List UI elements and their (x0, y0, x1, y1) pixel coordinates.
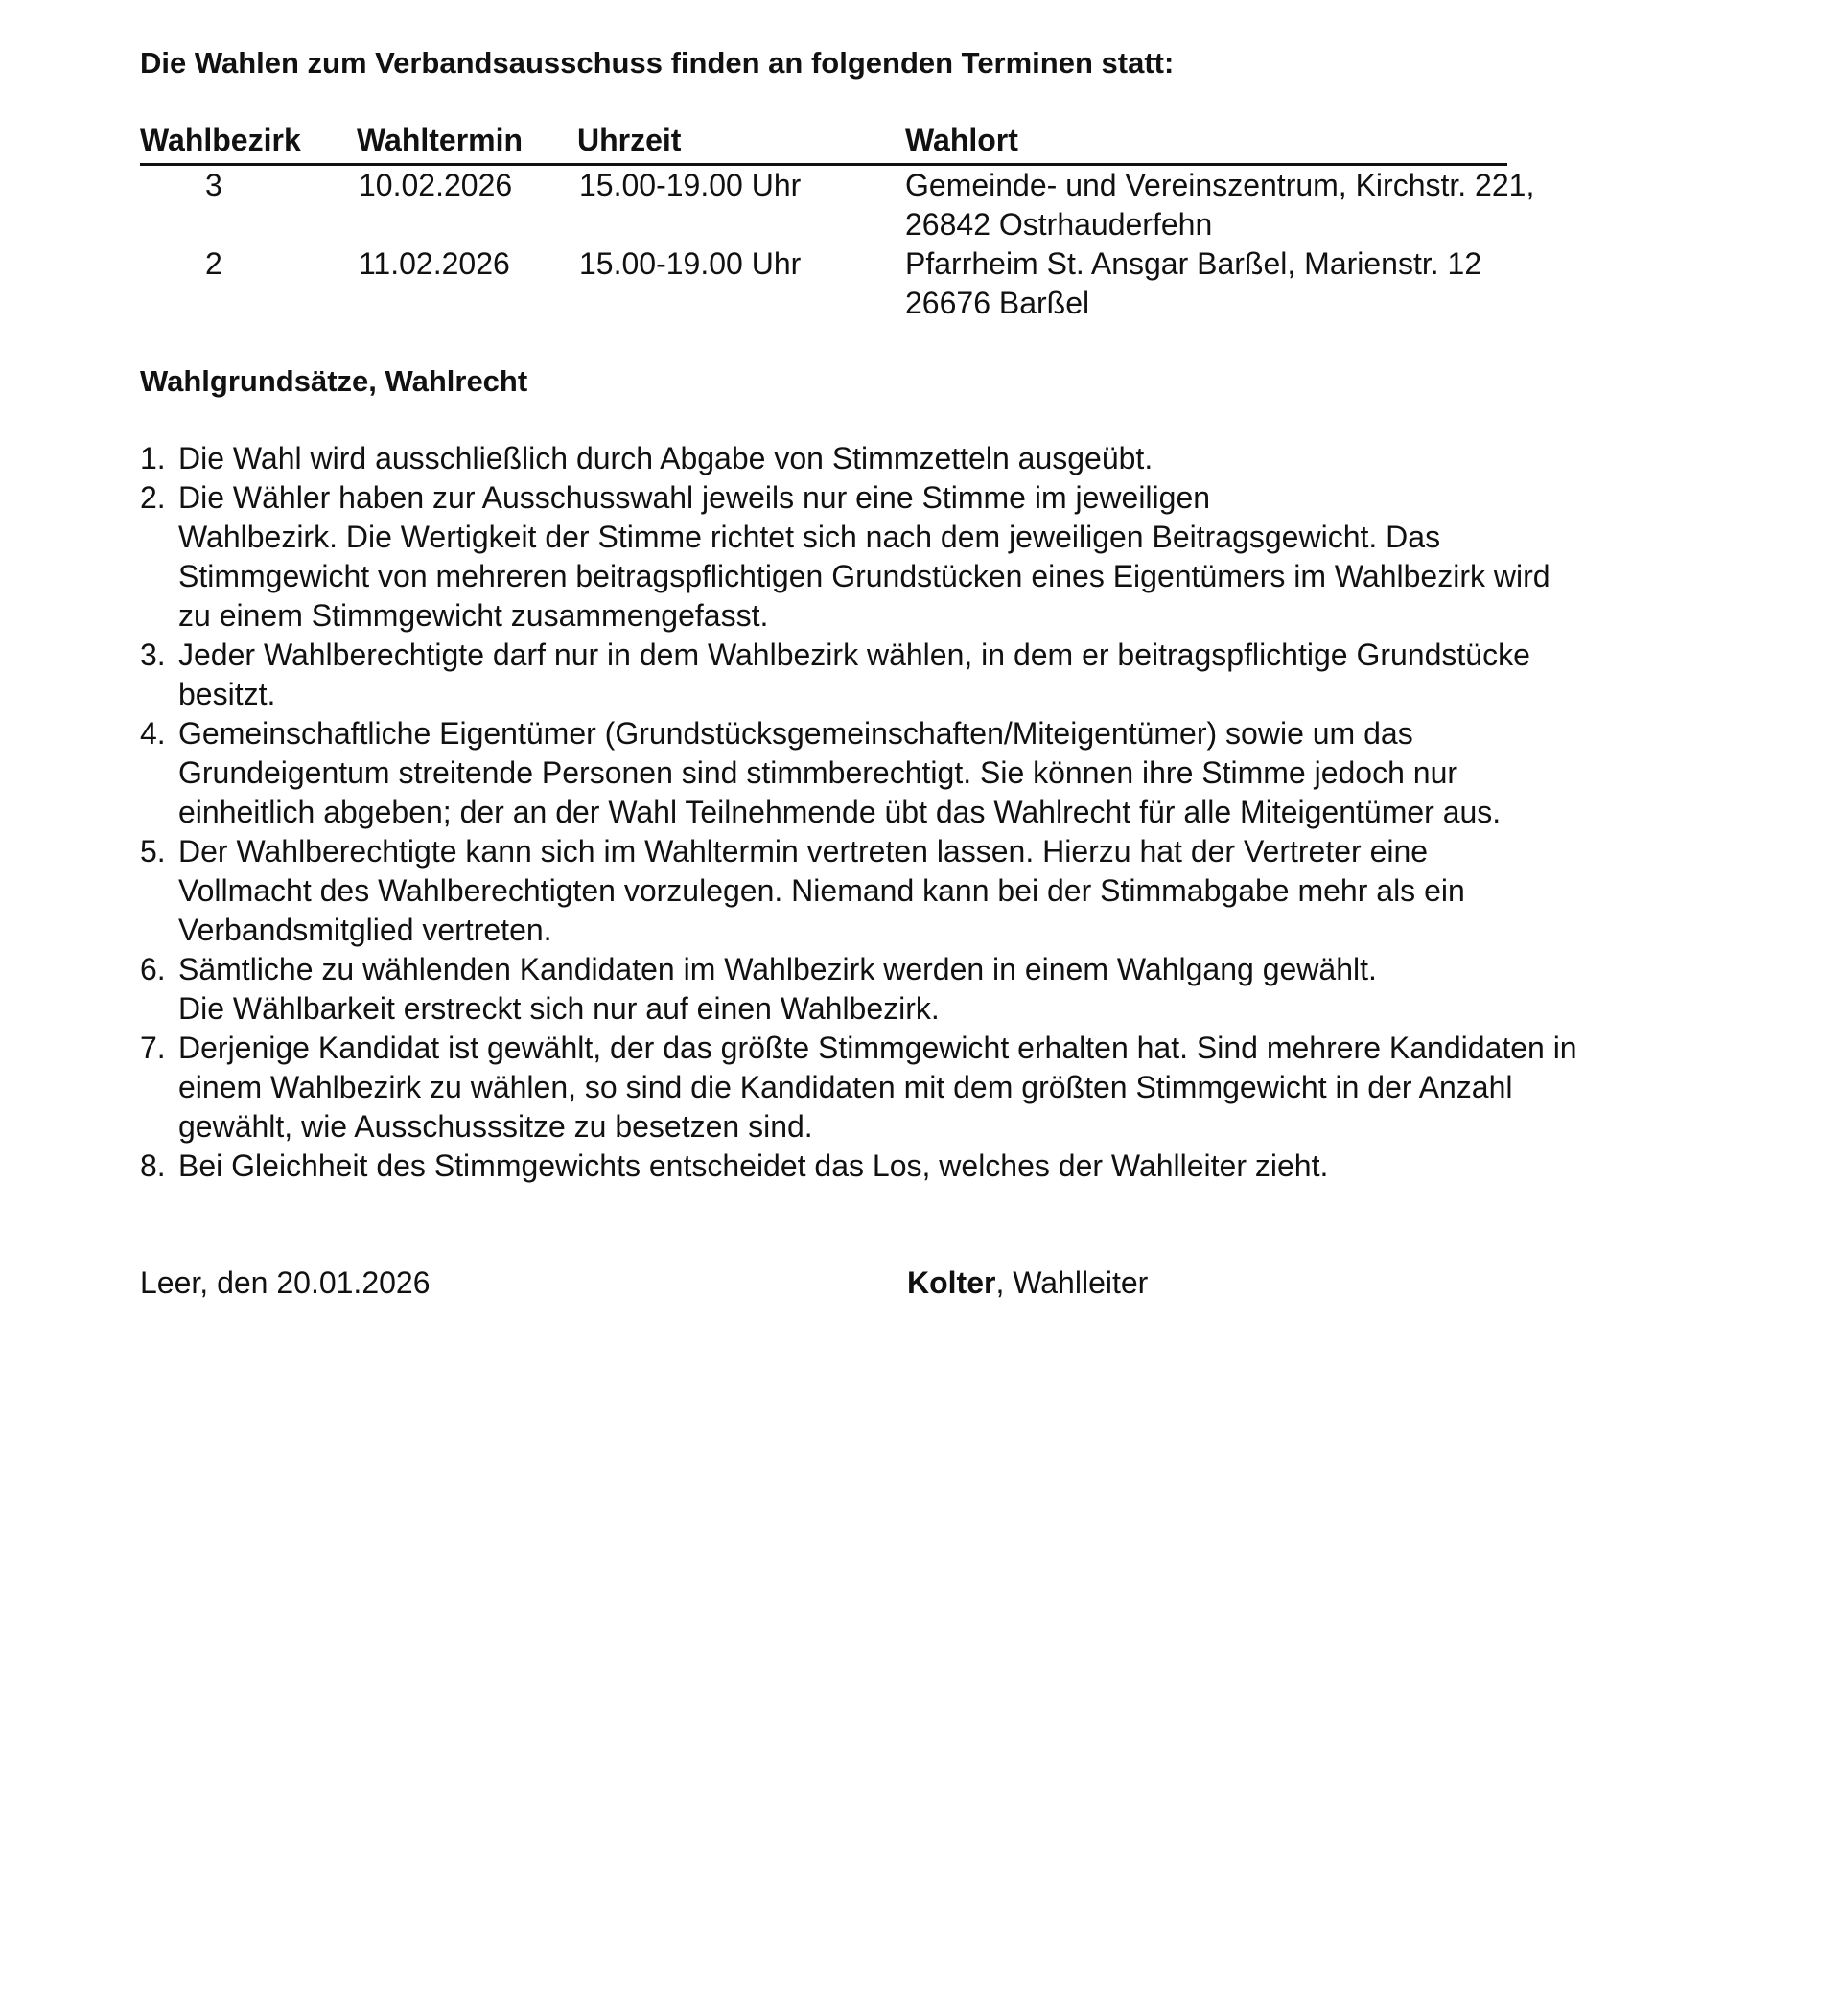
list-item (140, 478, 1751, 636)
list-item-number: 2. (140, 480, 166, 515)
header-wahlort: Wahlort (905, 123, 1018, 157)
list-item-text: Die Wähler haben zur Ausschusswahl jeweils nur eine Stimme im jeweiligen Wahlbezirk. Die Wertigkeit der Stimme richtet sich nach dem jeweiligen Beitragsgewicht. Das Stimmgewicht von mehreren beitragspflichtigen Grundstücken eines Eigentümers im Wahlbezirk wird zu einem Stimmgewicht zusammengefasst. (178, 480, 1550, 633)
list-item-text: Derjenige Kandidat ist gewählt, der das größte Stimmgewicht erhalten hat. Sind mehrere Kandidaten in einem Wahlbezirk zu wählen, so sind die Kandidaten mit dem größten Stimmgewicht in der Anzahl gewählt, wie Ausschusssitze zu besetzen sind. (178, 1031, 1577, 1144)
list-item-number: 4. (140, 716, 166, 751)
list-item-number: 8. (140, 1148, 166, 1183)
list-item-text: Die Wahl wird ausschließlich durch Abgabe von Stimmzetteln ausgeübt. (178, 441, 1154, 475)
rules-list (140, 439, 1751, 1186)
list-item-text: Jeder Wahlberechtigte darf nur in dem Wahlbezirk wählen, in dem er beitragspflichtige Grundstücke besitzt. (178, 637, 1530, 711)
list-item-number: 1. (140, 441, 166, 475)
list-item-text: Sämtliche zu wählenden Kandidaten im Wahlbezirk werden in einem Wahlgang gewählt. Die Wählbarkeit erstreckt sich nur auf einen Wahlbezirk. (178, 952, 1377, 1026)
table-row (140, 166, 1535, 244)
table-header (140, 123, 1507, 166)
list-item (140, 714, 1751, 832)
list-item-number: 3. (140, 637, 166, 672)
list-item-text: Der Wahlberechtigte kann sich im Wahltermin vertreten lassen. Hierzu hat der Vertreter eine Vollmacht des Wahlberechtigten vorzulegen. Niemand kann bei der Stimmabgabe mehr als ein Verbandsmitglied vertreten. (178, 834, 1465, 947)
wahlort-line: Gemeinde- und Vereinszentrum, Kirchstr. 221, (905, 168, 1535, 202)
list-item (140, 439, 1751, 478)
footer-place-date: Leer, den 20.01.2026 (140, 1265, 431, 1300)
cell-wahltermin: 11.02.2026 (359, 246, 510, 281)
section-heading-wahlgrundsaetze: Wahlgrundsätze, Wahlrecht (140, 364, 528, 398)
list-item-text: Gemeinschaftliche Eigentümer (Grundstücksgemeinschaften/Miteigentümer) sowie um das Grundeigentum streitende Personen sind stimmberechtigt. Sie können ihre Stimme jedoch nur einheitlich abgeben; der an der Wahl Teilnehmende übt das Wahlrecht für alle Miteigentümer aus. (178, 716, 1502, 829)
cell-wahlbezirk: 3 (205, 168, 222, 202)
wahlort-line: 26842 Ostrhauderfehn (905, 207, 1213, 242)
signer-name: Kolter (907, 1265, 996, 1300)
cell-wahlort (905, 166, 1534, 244)
cell-uhrzeit: 15.00-19.00 Uhr (579, 246, 802, 281)
header-wahltermin: Wahltermin (357, 123, 524, 157)
header-uhrzeit: Uhrzeit (577, 123, 682, 157)
list-item (140, 832, 1751, 950)
wahlort-line: 26676 Barßel (905, 286, 1090, 320)
cell-wahltermin: 10.02.2026 (359, 168, 513, 202)
wahlort-line: Pfarrheim St. Ansgar Barßel, Marienstr. 12 (905, 246, 1482, 281)
header-wahlbezirk: Wahlbezirk (140, 123, 301, 157)
footer-signer (907, 1265, 1148, 1301)
list-item-text: Bei Gleichheit des Stimmgewichts entscheidet das Los, welches der Wahlleiter zieht. (178, 1148, 1329, 1183)
cell-uhrzeit: 15.00-19.00 Uhr (579, 168, 802, 202)
table-row (140, 244, 1507, 323)
intro-heading: Die Wahlen zum Verbandsausschuss finden an folgenden Terminen statt: (140, 46, 1175, 80)
list-item-number: 5. (140, 834, 166, 869)
list-item (140, 950, 1751, 1029)
signer-role: , Wahlleiter (995, 1265, 1149, 1300)
list-item (140, 1147, 1751, 1186)
schedule-table (140, 123, 1535, 323)
list-item (140, 1029, 1751, 1147)
cell-wahlort (905, 244, 1481, 323)
list-item-number: 7. (140, 1031, 166, 1065)
cell-wahlbezirk: 2 (205, 246, 222, 281)
list-item (140, 636, 1751, 714)
list-item-number: 6. (140, 952, 166, 986)
